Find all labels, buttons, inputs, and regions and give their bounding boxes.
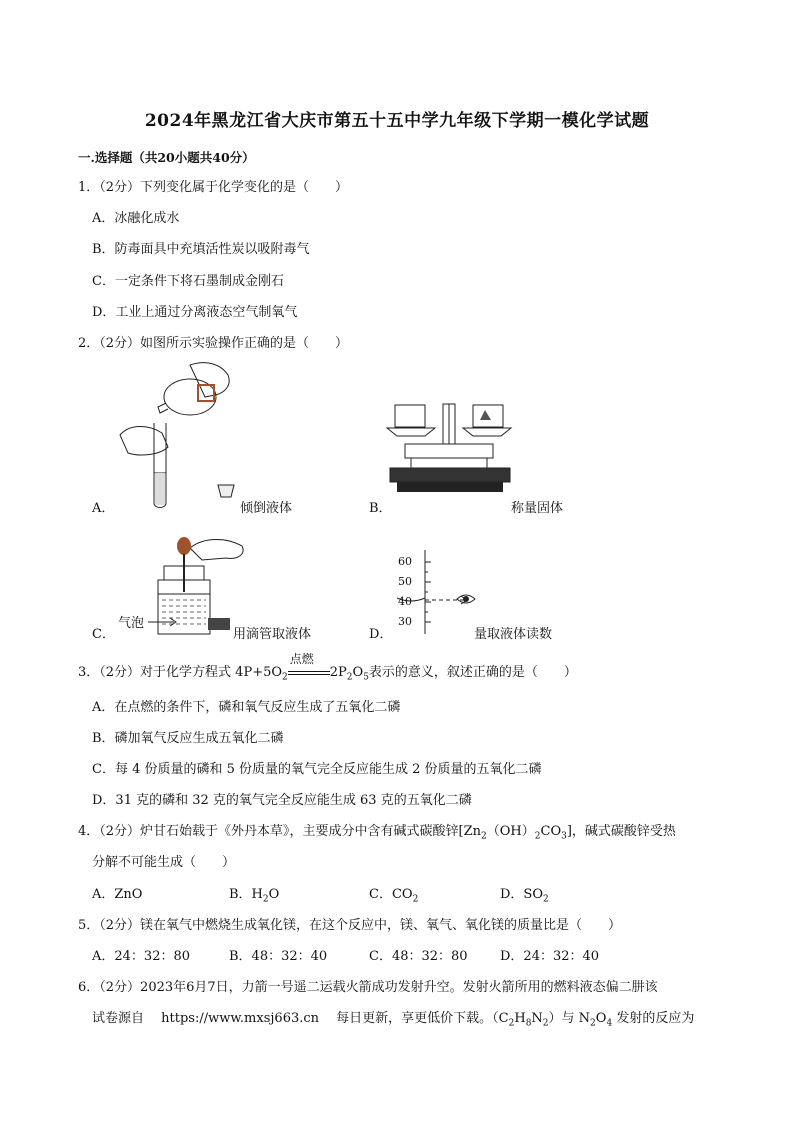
bubble-arrow-icon (148, 616, 178, 628)
question-3-option-c: C．每 4 份质量的磷和 5 份质量的氧气完全反应能生成 2 份质量的五氧化二磷 (92, 762, 542, 777)
q3-product-mid: O (352, 665, 364, 680)
q4-c-sub: 2 (412, 894, 419, 905)
q3-stem-pre: 3．（2分）对于化学方程式 4P+5O (78, 665, 283, 680)
q4-d-pre: D．SO (500, 887, 543, 902)
q6-line2-pre: 试卷源自 https://www.mxsj663.cn 每日更新，享更低价下载。（C (92, 1011, 509, 1026)
bubble-label: 气泡 (118, 616, 145, 631)
q4-sub1: 2 (481, 831, 487, 842)
option-c-caption: 用滴管取液体 (233, 627, 312, 642)
question-4-option-d (500, 883, 549, 905)
reaction-condition-label: 点燃 (289, 652, 314, 666)
option-d-letter: D． (369, 627, 393, 642)
question-3-stem (78, 652, 577, 683)
q6-mid: ）与 N (548, 1011, 591, 1026)
q4-b-sub: 2 (262, 894, 269, 905)
cylinder-tick-30: 30 (398, 615, 412, 628)
question-3-option-a: A．在点燃的条件下，磷和氧气反应生成了五氧化二磷 (92, 700, 401, 715)
q4-b-post: O (268, 887, 280, 902)
q4-sub2: 2 (534, 831, 541, 842)
question-3-option-d: D．31 克的磷和 32 克的氧气完全反应能生成 63 克的五氧化二磷 (92, 793, 472, 808)
question-6-stem-line1: 6．（2分）2023年6月7日，力箭一号遥二运载火箭成功发射升空。发射火箭所用的燃料液态偏二肼该 (78, 980, 658, 995)
question-4-option-c (369, 883, 418, 905)
q3-stem-post: 表示的意义，叙述正确的是（ ） (368, 665, 577, 680)
question-4-option-a: A．ZnO (92, 887, 143, 902)
q6-sub5: 4 (606, 1018, 613, 1029)
option-a-caption: 倾倒液体 (240, 501, 293, 516)
option-a-letter: A． (92, 501, 115, 516)
q4-d-sub: 2 (543, 894, 549, 905)
question-1-option-d: D．工业上通过分离液态空气制氧气 (92, 305, 298, 320)
q4-line1-co: CO (540, 824, 562, 839)
q3-product-sub1: 2 (346, 672, 353, 683)
option-b-letter: B． (369, 501, 392, 516)
q6-sub1: 2 (508, 1018, 515, 1029)
q4-c-pre: C．CO (369, 887, 413, 902)
question-5-option-d: D．24：32：40 (500, 949, 600, 964)
option-d-caption: 量取液体读数 (474, 627, 553, 642)
q3-product: 2P (329, 665, 347, 680)
pouring-liquid-figure (110, 355, 250, 515)
q6-line2-post: 发射的反应为 (612, 1011, 695, 1026)
q4-line1-pre: 4．（2分）炉甘石始载于《外丹本草》，主要成分中含有碱式碳酸锌[Zn (78, 824, 482, 839)
q3-product-sub2: 5 (363, 672, 369, 683)
question-2-stem: 2．（2分）如图所示实验操作正确的是（ ） (78, 336, 349, 351)
option-b-caption: 称量固体 (511, 501, 564, 516)
option-c-letter: C． (92, 627, 115, 642)
cylinder-tick-50: 50 (398, 575, 412, 588)
section-heading: 一.选择题（共20小题共40分） (78, 150, 255, 165)
question-5-stem: 5．（2分）镁在氧气中燃烧生成氧化镁，在这个反应中，镁、氧气、氧化镁的质量比是（ ） (78, 918, 622, 933)
question-4-option-b (229, 883, 279, 905)
question-5-option-b: B．48：32：40 (229, 949, 328, 964)
q6-n: N (531, 1011, 543, 1026)
q4-line1-mid: （OH） (486, 824, 535, 839)
q3-o2-sub: 2 (282, 672, 288, 683)
q6-h: H (514, 1011, 526, 1026)
q4-sub3: 3 (561, 831, 567, 842)
cylinder-tick-60: 60 (398, 555, 412, 568)
question-5-option-a: A．24：32：80 (92, 949, 191, 964)
page-title: 2024年黑龙江省大庆市第五十五中学九年级下学期一模化学试题 (144, 111, 650, 131)
q4-line1-post: ]，碱式碳酸锌受热 (566, 824, 676, 839)
question-6-stem-line2 (92, 1007, 694, 1029)
q6-o: O (595, 1011, 607, 1026)
eye-icon (456, 592, 476, 606)
equals-sign (288, 671, 330, 675)
balance-scale-figure (385, 400, 520, 515)
question-1-option-a: A．冰融化成水 (92, 211, 180, 226)
q6-sub4: 2 (590, 1018, 596, 1029)
question-1-stem: 1．（2分）下列变化属于化学变化的是（ ） (78, 180, 349, 195)
question-5-option-c: C．48：32：80 (369, 949, 468, 964)
cylinder-tick-40: 40 (398, 595, 412, 608)
question-4-stem-line2: 分解不可能生成（ ） (92, 855, 236, 870)
q6-sub2: 8 (525, 1018, 532, 1029)
question-4-stem-line1 (78, 820, 676, 842)
question-3-option-b: B．磷加氧气反应生成五氧化二磷 (92, 731, 284, 746)
reaction-condition (288, 652, 330, 680)
q4-b-pre: B．H (229, 887, 263, 902)
question-1-option-c: C．一定条件下将石墨制成金刚石 (92, 274, 284, 289)
q6-sub3: 2 (542, 1018, 549, 1029)
question-1-option-b: B．防毒面具中充填活性炭以吸附毒气 (92, 242, 310, 257)
